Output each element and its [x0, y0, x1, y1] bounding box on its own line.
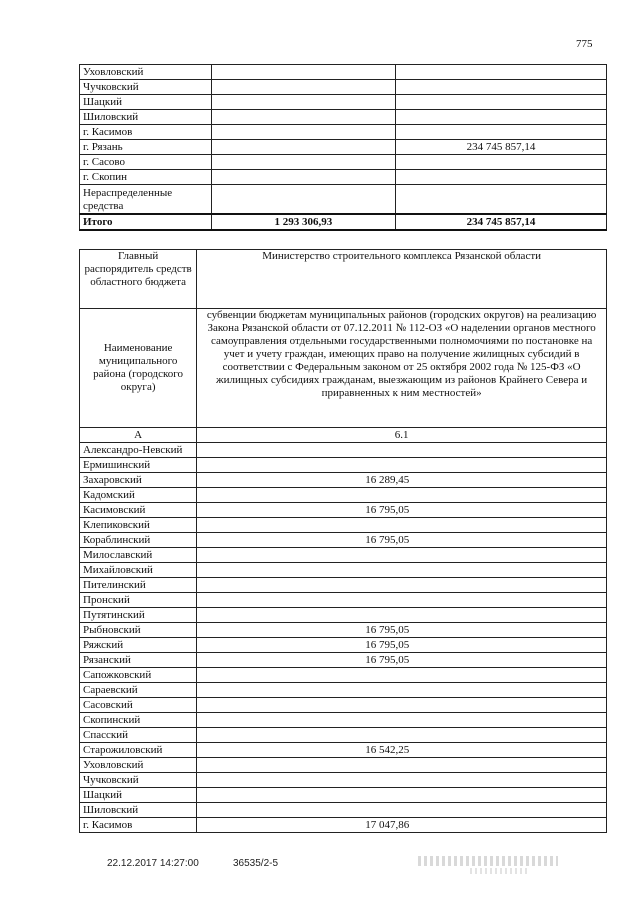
district-name: Милославский [80, 548, 197, 563]
table-row [80, 578, 607, 593]
column-code-6-1: 6.1 [197, 428, 607, 443]
amount-cell [211, 185, 395, 215]
header-label-distributor: Главный распорядитель средств областного бюджета [80, 250, 197, 309]
subvention-amount [197, 698, 607, 713]
footer-datetime: 22.12.2017 14:27:00 [107, 858, 199, 869]
subvention-amount: 16 795,05 [197, 638, 607, 653]
table-row [80, 563, 607, 578]
table-row [80, 140, 607, 155]
amount-cell [211, 110, 395, 125]
subvention-amount [197, 563, 607, 578]
subvention-amount [197, 758, 607, 773]
table-row [80, 548, 607, 563]
header-row-distributor [80, 250, 607, 309]
district-name: Нераспределенные средства [80, 185, 212, 215]
amount-cell [211, 65, 395, 80]
header-value-subvention: субвенции бюджетам муниципальных районов (городских округов) на реализацию Закона Рязанской области от 07.12.2011 № 112-ОЗ «О наделении органов местного самоуправления отдельными государственными полномочиями по постановке на учет и учету граждан, имеющих право на получение жилищных субсидий в соответствии с Федеральным законом от 25 октября 2002 года № 125-ФЗ «О жилищных субсидиях гражданам, выезжающим из районов Крайнего Севера и приравненных к ним местностей» [197, 309, 607, 428]
subvention-amount [197, 683, 607, 698]
district-name: Уховловский [80, 758, 197, 773]
subvention-amount [197, 548, 607, 563]
amount-cell [395, 125, 606, 140]
district-name: Кораблинский [80, 533, 197, 548]
amount-cell [395, 170, 606, 185]
amount-cell [211, 80, 395, 95]
subvention-table [79, 249, 607, 833]
table-row [80, 110, 607, 125]
district-name: Шацкий [80, 95, 212, 110]
amount-cell [395, 185, 606, 215]
district-name: Шиловский [80, 110, 212, 125]
district-name: Ермишинский [80, 458, 197, 473]
district-name: Шиловский [80, 803, 197, 818]
table-row [80, 773, 607, 788]
table-row [80, 713, 607, 728]
district-name: г. Касимов [80, 125, 212, 140]
district-name: г. Сасово [80, 155, 212, 170]
subvention-amount: 16 289,45 [197, 473, 607, 488]
district-name: Спасский [80, 728, 197, 743]
subvention-amount: 16 795,05 [197, 623, 607, 638]
table-row [80, 638, 607, 653]
district-name: Клепиковский [80, 518, 197, 533]
amount-cell [211, 125, 395, 140]
amount-cell [211, 170, 395, 185]
district-name: Сапожковский [80, 668, 197, 683]
district-name: Скопинский [80, 713, 197, 728]
district-name: Пителинский [80, 578, 197, 593]
district-name: Сараевский [80, 683, 197, 698]
district-name: Пронский [80, 593, 197, 608]
district-name: Александро-Невский [80, 443, 197, 458]
amount-cell [395, 65, 606, 80]
total-row [80, 214, 607, 230]
table-row [80, 80, 607, 95]
subvention-amount [197, 668, 607, 683]
total-label: Итого [80, 214, 212, 230]
amount-cell [395, 155, 606, 170]
subvention-amount [197, 788, 607, 803]
table-row [80, 758, 607, 773]
subvention-amount [197, 713, 607, 728]
subvention-amount [197, 803, 607, 818]
amount-cell [211, 95, 395, 110]
subvention-amount [197, 728, 607, 743]
table-row [80, 728, 607, 743]
table-row [80, 503, 607, 518]
district-name: г. Касимов [80, 818, 197, 833]
subvention-amount [197, 518, 607, 533]
table-row [80, 668, 607, 683]
district-name: Шацкий [80, 788, 197, 803]
page-number: 775 [576, 38, 593, 50]
header-value-ministry: Министерство строительного комплекса Рязанской области [197, 250, 607, 309]
district-name: Ряжский [80, 638, 197, 653]
table-row [80, 698, 607, 713]
table-row [80, 185, 607, 215]
subvention-amount: 16 795,05 [197, 533, 607, 548]
district-name: Уховловский [80, 65, 212, 80]
table-row [80, 803, 607, 818]
distribution-table-top [79, 64, 607, 231]
table-row [80, 683, 607, 698]
table-row [80, 458, 607, 473]
table-row [80, 653, 607, 668]
table-row [80, 518, 607, 533]
district-name: Касимовский [80, 503, 197, 518]
table-row [80, 125, 607, 140]
district-name: г. Скопин [80, 170, 212, 185]
header-row-district [80, 309, 607, 428]
amount-cell: 234 745 857,14 [395, 140, 606, 155]
table-row [80, 155, 607, 170]
subvention-amount [197, 443, 607, 458]
amount-cell [395, 80, 606, 95]
column-codes-row [80, 428, 607, 443]
subvention-amount [197, 578, 607, 593]
table-row [80, 818, 607, 833]
faded-stamp-small [470, 868, 530, 874]
table-row [80, 95, 607, 110]
table-row [80, 443, 607, 458]
subvention-amount: 16 795,05 [197, 653, 607, 668]
district-name: Рыбновский [80, 623, 197, 638]
footer-doc-code: 36535/2-5 [233, 858, 279, 869]
amount-cell [211, 155, 395, 170]
total-amount: 1 293 306,93 [211, 214, 395, 230]
subvention-amount [197, 593, 607, 608]
subvention-amount [197, 773, 607, 788]
district-name: Путятинский [80, 608, 197, 623]
column-code-a: А [80, 428, 197, 443]
subvention-amount [197, 458, 607, 473]
header-label-district: Наименование муниципального района (городского округа) [80, 309, 197, 428]
amount-cell [395, 110, 606, 125]
faded-stamp [418, 856, 558, 866]
district-name: Кадомский [80, 488, 197, 503]
subvention-amount: 17 047,86 [197, 818, 607, 833]
table-row [80, 608, 607, 623]
table-row [80, 788, 607, 803]
table-row [80, 533, 607, 548]
total-amount: 234 745 857,14 [395, 214, 606, 230]
table-row [80, 65, 607, 80]
district-name: Старожиловский [80, 743, 197, 758]
subvention-amount: 16 542,25 [197, 743, 607, 758]
subvention-amount [197, 608, 607, 623]
table-row [80, 170, 607, 185]
table-row [80, 743, 607, 758]
district-name: Чучковский [80, 773, 197, 788]
table-row [80, 593, 607, 608]
table-row [80, 488, 607, 503]
amount-cell [211, 140, 395, 155]
subvention-amount: 16 795,05 [197, 503, 607, 518]
district-name: г. Рязань [80, 140, 212, 155]
district-name: Чучковский [80, 80, 212, 95]
district-name: Захаровский [80, 473, 197, 488]
subvention-amount [197, 488, 607, 503]
district-name: Рязанский [80, 653, 197, 668]
district-name: Сасовский [80, 698, 197, 713]
table-row [80, 473, 607, 488]
district-name: Михайловский [80, 563, 197, 578]
amount-cell [395, 95, 606, 110]
table-row [80, 623, 607, 638]
